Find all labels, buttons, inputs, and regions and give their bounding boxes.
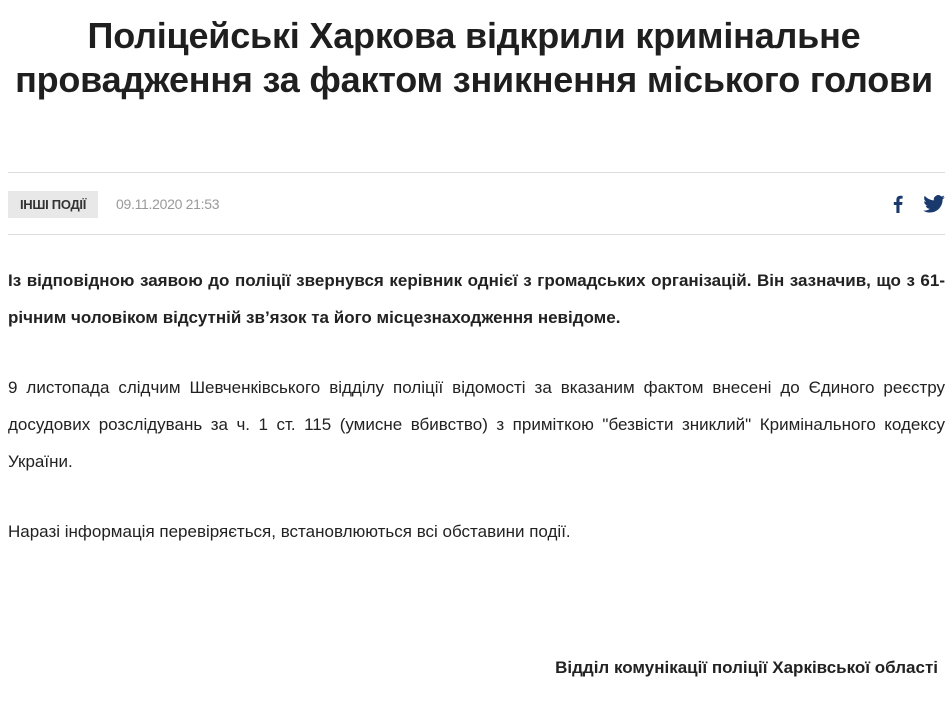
article-lead: Із відповідною заявою до поліції звернувся керівник однієї з громадських організацій. Він зазначив, що з 61-річним чоловіком відсутній зв’язок та його місцезнаходження невідоме. xyxy=(8,271,945,327)
facebook-icon[interactable] xyxy=(893,195,903,213)
publish-date: 09.11.2020 21:53 xyxy=(116,196,220,212)
share-buttons xyxy=(893,195,945,213)
divider xyxy=(8,172,945,173)
article-body xyxy=(8,262,945,583)
article-paragraph: 9 листопада слідчим Шевченківського відділу поліції відомості за вказаним фактом внесені до Єдиного реєстру досудових розслідувань за ч. 1 ст. 115 (умисне вбивство) з приміткою "безвісти зниклий" Кримінального кодексу України. xyxy=(8,378,945,471)
article-signature: Відділ комунікації поліції Харківської області xyxy=(555,658,938,677)
category-badge[interactable]: ІНШІ ПОДІЇ xyxy=(8,191,98,218)
article-title: Поліцейські Харкова відкрили кримінальне провадження за фактом зникнення міського голови xyxy=(15,15,933,100)
article-meta xyxy=(8,190,945,218)
twitter-icon[interactable] xyxy=(923,195,945,213)
article-paragraph: Наразі інформація перевіряється, встановлюються всі обставини події. xyxy=(8,522,571,541)
divider xyxy=(8,234,945,235)
